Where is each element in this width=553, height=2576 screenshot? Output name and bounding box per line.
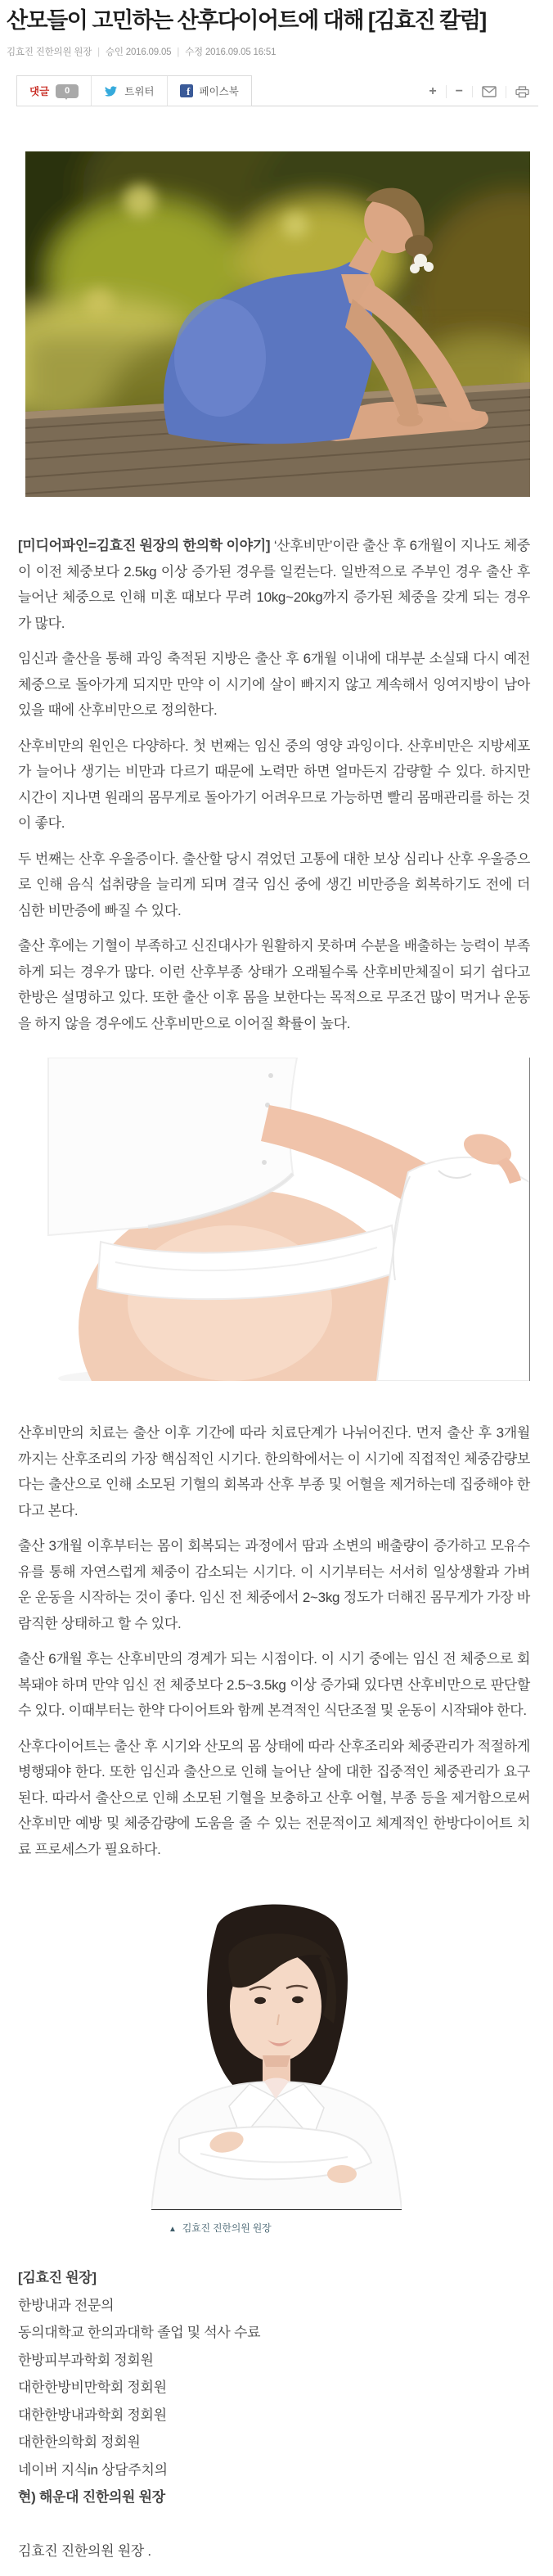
caption-triangle-icon: ▲ (169, 2225, 177, 2235)
author-portrait-illustration (151, 1892, 402, 2209)
email-button[interactable] (472, 86, 506, 97)
article-paragraph: 산후비만의 원인은 다양하다. 첫 번째는 임신 중의 영양 과잉이다. 산후비만은 지방세포가 늘어나 생기는 비만과 다르기 때문에 노력만 하면 얼마든지 감량할 수 있다. 하지만 시간이 지나면 원래의 몸무게로 돌아가기 어려우므로 가능하면 빨리 몸매관리를 하는 것이 좋다. (18, 738, 530, 832)
article-photo-pregnant-woman-dock (25, 151, 530, 497)
article-paragraph: 출산 3개월 이후부터는 몸이 회복되는 과정에서 땀과 소변의 배출량이 증가하고 모유수유를 통해 자연스럽게 체중이 감소되는 시기다. 이 시기부터는 서서히 일상생활과 가벼운 운동을 시작하는 것이 좋다. 임신 전 체중에서 2~3kg 정도가 더해진 몸무게가 가장 바람직한 상태하고 할 수 있다. (18, 1538, 530, 1631)
page-title: 산모들이 고민하는 산후다이어트에 대해 [김효진 칼럼] (7, 8, 486, 33)
profile-item: 대한한방내과학회 정회원 (18, 2407, 167, 2423)
svg-text:f: f (186, 85, 190, 97)
caption-text: 김효진 진한의원 원장 (182, 2222, 272, 2235)
byline-divider: | (97, 47, 100, 58)
profile-item-current-position: 현) 해운대 진한의원 원장 (18, 2489, 165, 2506)
profile-item: 대한한방비만학회 정회원 (18, 2380, 167, 2396)
profile-item: 한방피부과학회 정회원 (18, 2352, 154, 2368)
profile-heading: [김효진 원장] (18, 2270, 97, 2286)
facebook-share-button[interactable] (167, 76, 251, 106)
profile-item: 한방내과 전문의 (18, 2297, 115, 2313)
minus-icon: − (455, 84, 463, 99)
byline-approved-date: 승인 2016.09.05 (105, 47, 172, 58)
belly-baby-clothes-illustration (25, 1058, 529, 1381)
byline-modified-date: 수정 2016.09.05 16:51 (185, 47, 276, 58)
pregnant-woman-dock-illustration (25, 151, 530, 497)
profile-item: 네이버 지식in 상담주치의 (18, 2461, 168, 2478)
profile-item: 대한한의학회 정회원 (18, 2434, 141, 2451)
comment-count-badge (56, 84, 79, 98)
article-photo-belly-baby-clothes (25, 1058, 530, 1381)
facebook-label: 페이스북 (199, 86, 239, 98)
article-tools (420, 85, 538, 98)
byline (7, 45, 546, 58)
plus-icon: + (429, 84, 437, 99)
comments-label: 댓글 (29, 86, 50, 98)
article-paragraph: 출산 6개월 후는 산후비만의 경계가 되는 시점이다. 이 시기 중에는 임신 전 체중으로 회복돼야 하며 만약 임신 전 체중보다 2.5~3.5kg 이상 증가돼 있다면 산후비만으로 판단할 수 있다. 이때부터는 한약 다이어트와 함께 본격적인 식단조절 및 운동이 시작돼야 한다. (18, 1651, 530, 1719)
portrait-caption (151, 2221, 402, 2235)
profile-item: 동의대학교 한의과대학 졸업 및 석사 수료 (18, 2325, 261, 2341)
twitter-label: 트위터 (124, 86, 155, 98)
article-paragraph: 임신과 출산을 통해 과잉 축적된 지방은 출산 후 6개월 이내에 대부분 소실돼 다시 예전 체중으로 돌아가게 되지만 만약 이 시기에 살이 빠지지 않고 계속해서 잉여지방이 남아있을 때에 산후비만으로 정의한다. (18, 651, 530, 719)
printer-icon (515, 86, 529, 98)
envelope-icon (482, 86, 497, 97)
author-profile (18, 2264, 530, 2576)
paragraph-lead: [미디어파인=김효진 원장의 한의학 이야기] (18, 538, 271, 554)
print-button[interactable] (506, 86, 538, 98)
share-button-group (16, 75, 252, 106)
facebook-icon (180, 84, 193, 97)
twitter-icon (104, 85, 118, 97)
author-signature: 김효진 진한의원 원장 . (18, 2542, 151, 2559)
comments-button[interactable] (17, 76, 91, 106)
article-paragraph: 두 번째는 산후 우울증이다. 출산할 당시 겪었던 고통에 대한 보상 심리나 산후 우울증으로 인해 음식 섭취량을 늘리게 되며 결국 임신 중에 생긴 비만증을 회복하기도 전에 더 심한 비만증에 빠질 수 있다. (18, 850, 530, 918)
font-decrease-button[interactable] (446, 85, 472, 98)
article-paragraph: 산후비만의 치료는 출산 이후 기간에 따라 치료단계가 나뉘어진다. 먼저 출산 후 3개월까지는 산후조리의 가장 핵심적인 시기다. 한의학에서는 이 시기에 직접적인 체중감량보다는 출산으로 인해 소모된 기혈의 회복과 산후 부종 및 어혈을 제거하는데 집중해야 한다고 본다. (18, 1425, 530, 1518)
article-paragraph: 출산 후에는 기혈이 부족하고 신진대사가 원활하지 못하며 수분을 배출하는 능력이 부족하게 되는 경우가 많다. 이런 산후부종 상태가 오래될수록 산후비만체질이 되기 쉽다고 한방은 설명하고 있다. 또한 출산 이후 몸을 보한다는 목적으로 무조건 많이 먹거나 운동을 하지 않을 경우에도 산후비만으로 이어질 확률이 높다. (18, 938, 530, 1031)
byline-author: 김효진 진한의원 원장 (7, 47, 92, 58)
twitter-share-button[interactable] (91, 76, 166, 106)
font-increase-button[interactable] (420, 85, 445, 98)
article-body (18, 533, 530, 1862)
comment-count: 0 (65, 85, 70, 96)
article-paragraph: 산후다이어트는 출산 후 시기와 산모의 몸 상태에 따라 산후조리와 체중관리가 적절하게 병행돼야 한다. 또한 임신과 출산으로 인해 늘어난 살에 대한 집중적인 체중관리가 요구된다. 따라서 출산으로 인해 소모된 기혈을 보충하고 산후 어혈, 부종 등을 제거함으로써 산후비만 예방 및 체중감량에 도움을 줄 수 있는 전문적이고 체계적인 한방다이어트 치료 프로세스가 필요하다. (18, 1738, 530, 1857)
author-portrait-photo (151, 1892, 402, 2210)
article-paragraph: [미디어파인=김효진 원장의 한의학 이야기] ‘산후비만’이란 출산 후 6개월이 지나도 체중이 이전 체중보다 2.5kg 이상 증가된 경우를 일컫는다. 일반적으로 주부인 경우 출산 후 늘어난 체중으로 인해 미혼 때보다 무려 10kg~20kg까지 증가된 체중을 갖게 되는 경우가 많다. (18, 538, 530, 631)
byline-divider: | (177, 47, 180, 58)
share-bar (16, 75, 538, 106)
